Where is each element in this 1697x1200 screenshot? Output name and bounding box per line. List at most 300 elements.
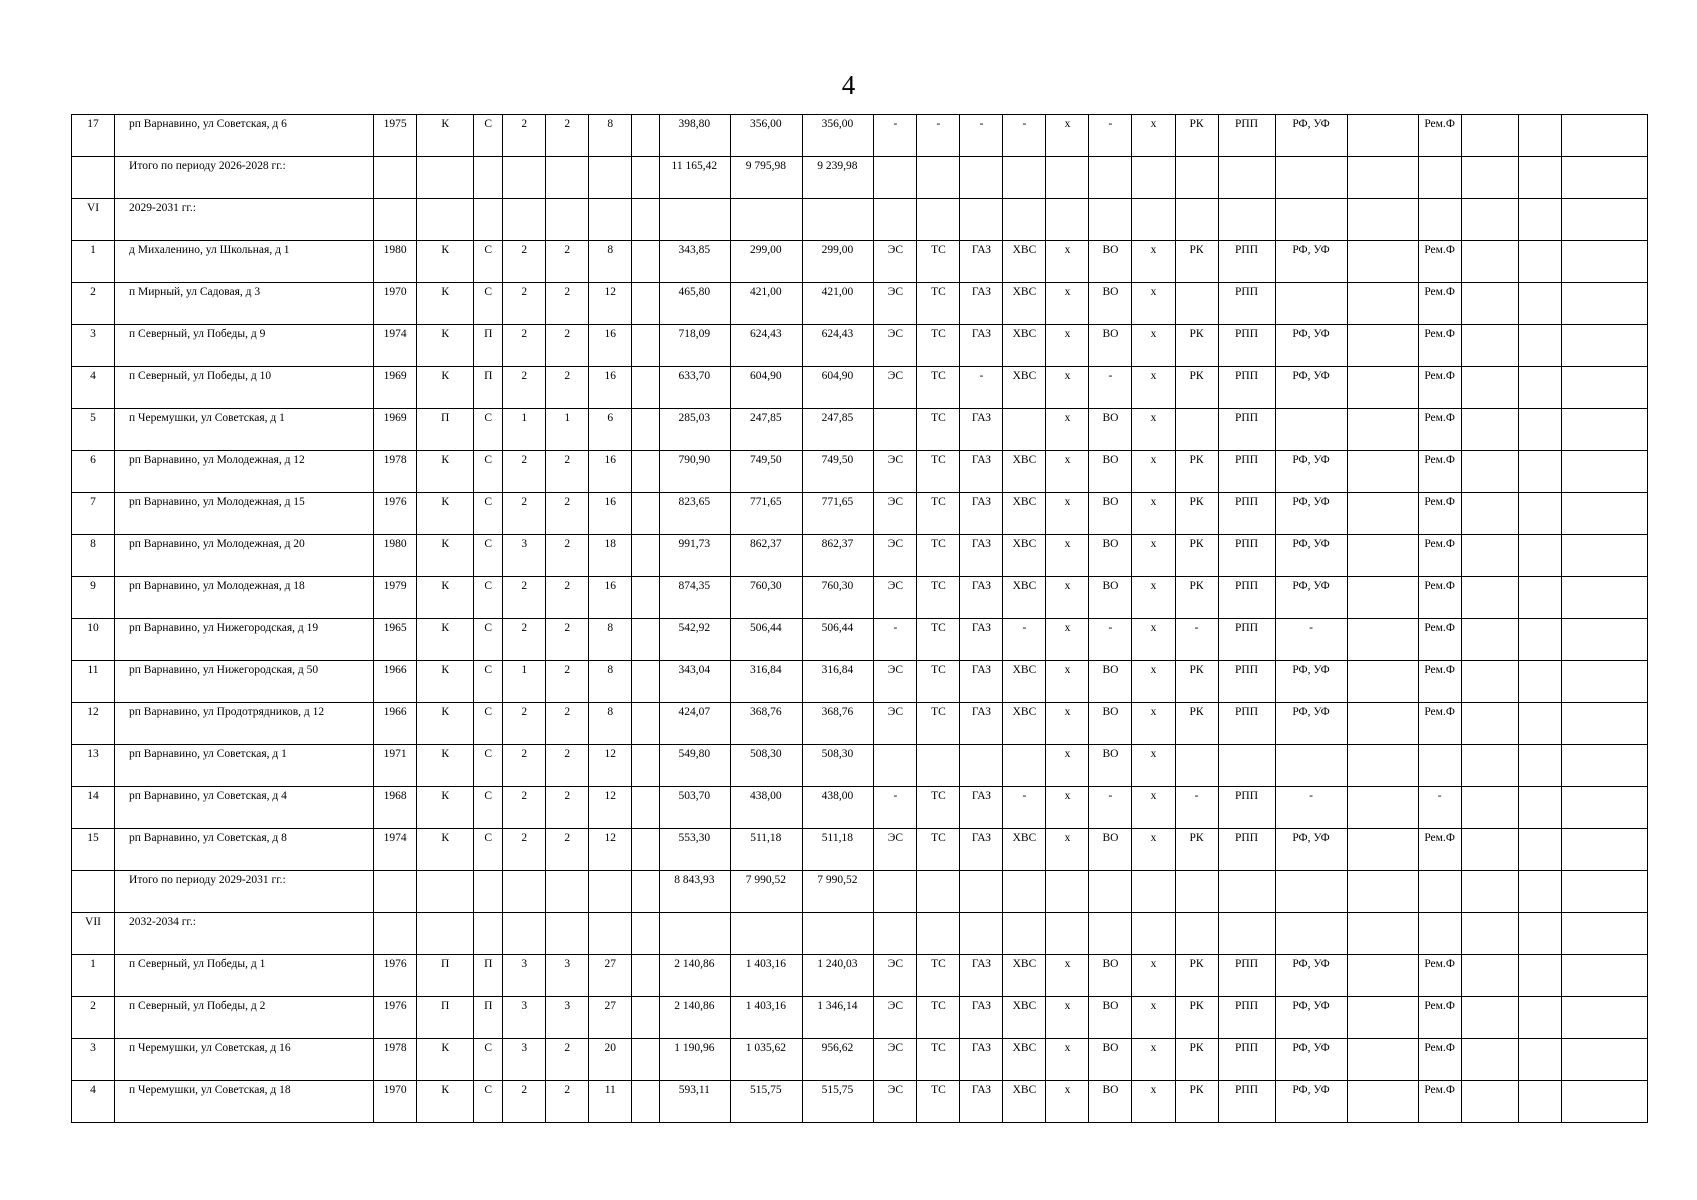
table-cell	[589, 829, 632, 871]
cell-text: 299,00	[821, 244, 854, 256]
cell-text	[474, 157, 502, 159]
table-cell	[546, 493, 589, 535]
table-cell	[1347, 283, 1418, 325]
cell-text	[1462, 619, 1518, 621]
cell-text	[1519, 703, 1561, 705]
table-cell	[660, 997, 731, 1039]
table-cell	[960, 745, 1003, 787]
table-cell	[1275, 1039, 1347, 1081]
cell-text: ХВС	[1012, 1000, 1037, 1012]
cell-text: 1 403,16	[745, 958, 786, 970]
table-cell	[1561, 787, 1647, 829]
cell-text: ТС	[931, 328, 946, 340]
table-cell	[803, 871, 874, 913]
table-cell	[803, 1039, 874, 1081]
cell-text: РПП	[1235, 580, 1259, 592]
cell-text: ЭС	[887, 454, 904, 466]
table-cell	[1275, 157, 1347, 199]
cell-text: -	[1108, 790, 1113, 802]
cell-text: 2	[564, 286, 571, 298]
table-cell	[632, 241, 660, 283]
table-cell	[1046, 283, 1089, 325]
table-cell	[960, 1081, 1003, 1123]
table-cell	[374, 829, 417, 871]
table-cell	[374, 115, 417, 157]
table-cell	[632, 871, 660, 913]
table-cell	[1175, 829, 1218, 871]
table-row	[72, 577, 1648, 619]
table-cell	[803, 157, 874, 199]
table-cell	[1218, 241, 1275, 283]
cell-text: ХВС	[1012, 664, 1037, 676]
table-cell	[731, 1081, 803, 1123]
table-cell	[1275, 493, 1347, 535]
cell-text: С	[484, 664, 493, 676]
table-cell	[1089, 745, 1132, 787]
cell-text: 2	[564, 706, 571, 718]
table-cell	[589, 955, 632, 997]
cell-text	[1562, 1081, 1647, 1083]
cell-text: РФ, УФ	[1292, 664, 1330, 676]
table-cell	[1175, 367, 1218, 409]
cell-text: ХВС	[1012, 706, 1037, 718]
table-cell	[917, 703, 960, 745]
cell-text: х	[1150, 1084, 1157, 1096]
table-cell	[803, 997, 874, 1039]
cell-text	[632, 745, 659, 747]
cell-text: 624,43	[750, 328, 782, 340]
table-cell	[632, 409, 660, 451]
cell-text: РФ, УФ	[1292, 958, 1330, 970]
table-cell	[1132, 619, 1175, 661]
table-cell	[503, 451, 546, 493]
table-cell	[874, 325, 917, 367]
table-cell	[874, 367, 917, 409]
cell-text	[1519, 115, 1561, 117]
cell-text: 368,76	[750, 706, 782, 718]
cell-text	[1348, 367, 1418, 369]
address-text: рп Варнавино, ул Советская, д 1	[129, 748, 287, 760]
table-cell	[1275, 325, 1347, 367]
cell-text: 1	[564, 412, 571, 424]
address-text: п Мирный, ул Садовая, д 3	[129, 286, 261, 298]
table-cell	[1089, 199, 1132, 241]
cell-text	[1562, 871, 1647, 873]
cell-text: 749,50	[750, 454, 782, 466]
cell-text	[1132, 157, 1174, 159]
cell-text: РФ, УФ	[1292, 244, 1330, 256]
table-cell	[1347, 787, 1418, 829]
cell-text	[632, 367, 659, 369]
table-cell	[1218, 913, 1275, 955]
table-cell	[1347, 745, 1418, 787]
cell-text: ХВС	[1012, 328, 1037, 340]
table-cell	[1418, 199, 1461, 241]
table-cell	[503, 535, 546, 577]
cell-text: П	[441, 412, 450, 424]
table-cell	[589, 619, 632, 661]
cell-text: К	[441, 286, 450, 298]
table-cell	[1461, 283, 1518, 325]
cell-text: С	[484, 244, 493, 256]
cell-text: РПП	[1235, 958, 1259, 970]
table-cell	[632, 661, 660, 703]
cell-text: 356,00	[750, 118, 782, 130]
cell-text: -	[936, 118, 941, 130]
table-cell	[960, 577, 1003, 619]
table-cell	[474, 577, 503, 619]
cell-text: х	[1064, 958, 1071, 970]
table-cell	[72, 409, 115, 451]
cell-text: 9 239,98	[817, 160, 858, 172]
cell-text	[1348, 661, 1418, 663]
table-row	[72, 451, 1648, 493]
cell-text	[1462, 115, 1518, 117]
table-cell	[417, 661, 474, 703]
table-cell	[474, 1039, 503, 1081]
table-cell	[917, 745, 960, 787]
cell-text: 2	[521, 370, 528, 382]
cell-text: 593,11	[678, 1084, 710, 1096]
cell-text	[632, 661, 659, 663]
table-cell	[1218, 703, 1275, 745]
table-cell	[1347, 241, 1418, 283]
table-cell	[660, 493, 731, 535]
table-cell	[589, 535, 632, 577]
table-cell	[1275, 1081, 1347, 1123]
cell-text: ВО	[1102, 454, 1119, 466]
table-cell	[731, 913, 803, 955]
table-cell	[960, 661, 1003, 703]
table-cell	[874, 619, 917, 661]
table-cell	[1132, 1039, 1175, 1081]
table-cell	[1347, 157, 1418, 199]
table-cell	[1218, 367, 1275, 409]
table-cell	[1418, 871, 1461, 913]
table-cell	[731, 703, 803, 745]
table-cell	[1275, 241, 1347, 283]
cell-text: 316,84	[750, 664, 782, 676]
table-cell	[1275, 451, 1347, 493]
cell-text	[632, 283, 659, 285]
table-cell	[1275, 745, 1347, 787]
table-cell	[546, 325, 589, 367]
table-cell	[474, 493, 503, 535]
cell-text: 12	[604, 790, 617, 802]
cell-text: Рем.Ф	[1424, 412, 1455, 424]
cell-text	[1462, 157, 1518, 159]
table-cell	[660, 283, 731, 325]
cell-text	[1276, 199, 1347, 201]
cell-text	[1462, 409, 1518, 411]
cell-text	[1276, 913, 1347, 915]
cell-text: 1976	[383, 1000, 407, 1012]
cell-text	[503, 199, 545, 201]
table-cell	[1561, 199, 1647, 241]
cell-text: 16	[604, 328, 617, 340]
table-cell	[417, 955, 474, 997]
table-cell	[589, 409, 632, 451]
cell-text	[1348, 493, 1418, 495]
address-text: п Северный, ул Победы, д 10	[129, 370, 272, 382]
cell-text: К	[441, 370, 450, 382]
table-cell	[917, 493, 960, 535]
cell-text: 3	[521, 538, 528, 550]
table-cell	[803, 367, 874, 409]
cell-text: ГАЗ	[971, 958, 992, 970]
table-cell	[546, 577, 589, 619]
table-cell	[917, 283, 960, 325]
table-cell	[1218, 157, 1275, 199]
cell-text	[960, 157, 1002, 159]
table-cell	[874, 1039, 917, 1081]
table-row	[72, 325, 1648, 367]
table-cell	[1089, 535, 1132, 577]
table-cell	[503, 577, 546, 619]
cell-text: Рем.Ф	[1424, 118, 1455, 130]
cell-text: х	[1150, 370, 1157, 382]
table-cell	[632, 199, 660, 241]
table-cell	[1132, 325, 1175, 367]
cell-text: РПП	[1235, 412, 1259, 424]
table-cell	[474, 451, 503, 493]
table-cell	[374, 451, 417, 493]
table-cell	[546, 199, 589, 241]
cell-text: 553,30	[678, 832, 711, 844]
table-cell	[474, 199, 503, 241]
cell-text: х	[1064, 538, 1071, 550]
table-cell	[632, 1081, 660, 1123]
cell-text: С	[484, 790, 493, 802]
cell-text	[803, 913, 873, 915]
table-cell	[1347, 577, 1418, 619]
cell-text	[1276, 157, 1347, 159]
cell-text	[632, 409, 659, 411]
cell-text: П	[484, 1000, 493, 1012]
cell-text: ТС	[931, 832, 946, 844]
table-cell	[632, 115, 660, 157]
table-cell	[374, 577, 417, 619]
table-cell	[660, 661, 731, 703]
cell-text	[1046, 199, 1088, 201]
cell-text	[589, 199, 631, 201]
cell-text: х	[1150, 622, 1157, 634]
table-cell	[731, 241, 803, 283]
cell-text: 2	[521, 496, 528, 508]
cell-text: 1974	[383, 832, 407, 844]
address-text: п Северный, ул Победы, д 9	[129, 328, 266, 340]
table-cell	[474, 913, 503, 955]
table-cell	[474, 997, 503, 1039]
table-cell	[1218, 325, 1275, 367]
table-cell	[1418, 997, 1461, 1039]
cell-text	[632, 325, 659, 327]
table-cell	[1175, 409, 1218, 451]
table-cell	[874, 535, 917, 577]
cell-text: РК	[1189, 538, 1204, 550]
section-header-row	[72, 913, 1648, 955]
cell-text: 1980	[383, 244, 407, 256]
cell-text	[632, 493, 659, 495]
address-text: рп Варнавино, ул Молодежная, д 18	[129, 580, 305, 592]
cell-text: -	[1194, 622, 1199, 634]
table-cell	[1089, 157, 1132, 199]
cell-text: ЭС	[887, 538, 904, 550]
cell-text: К	[441, 664, 450, 676]
cell-text: С	[484, 832, 493, 844]
table-cell	[632, 325, 660, 367]
table-cell	[1518, 1081, 1561, 1123]
cell-text: х	[1064, 622, 1071, 634]
cell-text: -	[1022, 118, 1027, 130]
cell-text	[474, 913, 502, 915]
cell-text	[589, 871, 631, 873]
table-cell	[115, 997, 374, 1039]
table-cell	[417, 409, 474, 451]
table-cell	[1561, 1081, 1647, 1123]
address-text: рп Варнавино, ул Нижегородская, д 50	[129, 664, 319, 676]
table-cell	[731, 367, 803, 409]
table-cell	[803, 829, 874, 871]
table-cell	[1561, 997, 1647, 1039]
table-cell	[1132, 871, 1175, 913]
table-cell	[660, 367, 731, 409]
table-cell	[503, 493, 546, 535]
table-cell	[917, 787, 960, 829]
cell-text: VI	[86, 202, 100, 214]
table-cell	[1418, 325, 1461, 367]
table-cell	[1347, 409, 1418, 451]
cell-text: 749,50	[821, 454, 854, 466]
table-cell	[660, 325, 731, 367]
cell-text: 3	[521, 958, 528, 970]
table-cell	[1275, 535, 1347, 577]
cell-text: 2	[564, 244, 571, 256]
table-cell	[1218, 409, 1275, 451]
table-cell	[1218, 283, 1275, 325]
table-cell	[1175, 325, 1218, 367]
cell-text	[632, 199, 659, 201]
table-cell	[546, 871, 589, 913]
table-cell	[874, 451, 917, 493]
cell-text: 515,75	[750, 1084, 782, 1096]
table-cell	[874, 493, 917, 535]
cell-text	[1519, 577, 1561, 579]
cell-text: ГАЗ	[971, 412, 992, 424]
table-cell	[503, 619, 546, 661]
cell-text: РПП	[1235, 538, 1259, 550]
table-cell	[1518, 157, 1561, 199]
cell-text: ГАЗ	[971, 706, 992, 718]
table-cell	[874, 283, 917, 325]
table-cell	[1461, 955, 1518, 997]
table-cell	[1089, 1039, 1132, 1081]
cell-text: ВО	[1102, 244, 1119, 256]
cell-text: 508,30	[750, 748, 782, 760]
table-cell	[1046, 871, 1089, 913]
table-cell	[1518, 745, 1561, 787]
cell-text	[1562, 409, 1647, 411]
cell-text	[1348, 199, 1418, 201]
cell-text: РК	[1189, 496, 1204, 508]
cell-text: 3	[521, 1042, 528, 1054]
address-text: рп Варнавино, ул Молодежная, д 15	[129, 496, 305, 508]
cell-text: 760,30	[750, 580, 782, 592]
table-row	[72, 745, 1648, 787]
table-cell	[115, 829, 374, 871]
cell-text: ХВС	[1012, 832, 1037, 844]
table-cell	[1003, 745, 1046, 787]
table-cell	[1218, 451, 1275, 493]
table-cell	[1003, 283, 1046, 325]
cell-text: 2	[564, 370, 571, 382]
table-cell	[1275, 115, 1347, 157]
cell-text: х	[1064, 286, 1071, 298]
cell-text: 2	[521, 328, 528, 340]
table-cell	[1175, 787, 1218, 829]
cell-text	[1348, 157, 1418, 159]
cell-text	[1519, 451, 1561, 453]
cell-text	[1003, 871, 1045, 873]
cell-text: ЭС	[887, 706, 904, 718]
table-cell	[374, 1081, 417, 1123]
cell-text: х	[1064, 328, 1071, 340]
cell-text: х	[1064, 832, 1071, 844]
cell-text: 2	[564, 832, 571, 844]
table-cell	[72, 787, 115, 829]
table-cell	[632, 997, 660, 1039]
cell-text: Рем.Ф	[1424, 664, 1455, 676]
section-header-row	[72, 199, 1648, 241]
table-cell	[874, 745, 917, 787]
table-cell	[660, 157, 731, 199]
table-cell	[1046, 997, 1089, 1039]
cell-text: 1 190,96	[674, 1042, 715, 1054]
table-cell	[1518, 619, 1561, 661]
cell-text	[1462, 241, 1518, 243]
table-cell	[960, 493, 1003, 535]
table-cell	[1461, 997, 1518, 1039]
table-cell	[1132, 745, 1175, 787]
cell-text: ХВС	[1012, 286, 1037, 298]
table-cell	[1003, 955, 1046, 997]
table-cell	[374, 703, 417, 745]
cell-text: ХВС	[1012, 958, 1037, 970]
cell-text	[1348, 913, 1418, 915]
table-cell	[72, 661, 115, 703]
table-cell	[1561, 871, 1647, 913]
table-cell	[1132, 367, 1175, 409]
table-cell	[917, 913, 960, 955]
cell-text	[1462, 871, 1518, 873]
cell-text: 3	[564, 1000, 571, 1012]
table-cell	[417, 829, 474, 871]
table-cell	[1218, 997, 1275, 1039]
table-cell	[374, 787, 417, 829]
table-cell	[1418, 745, 1461, 787]
table-cell	[1046, 535, 1089, 577]
table-row	[72, 955, 1648, 997]
table-cell	[417, 241, 474, 283]
cell-text	[1348, 619, 1418, 621]
table-cell	[1089, 451, 1132, 493]
table-cell	[1089, 493, 1132, 535]
cell-text	[1562, 241, 1647, 243]
table-cell	[1175, 535, 1218, 577]
table-row	[72, 661, 1648, 703]
table-cell	[1175, 745, 1218, 787]
table-cell	[1089, 997, 1132, 1039]
